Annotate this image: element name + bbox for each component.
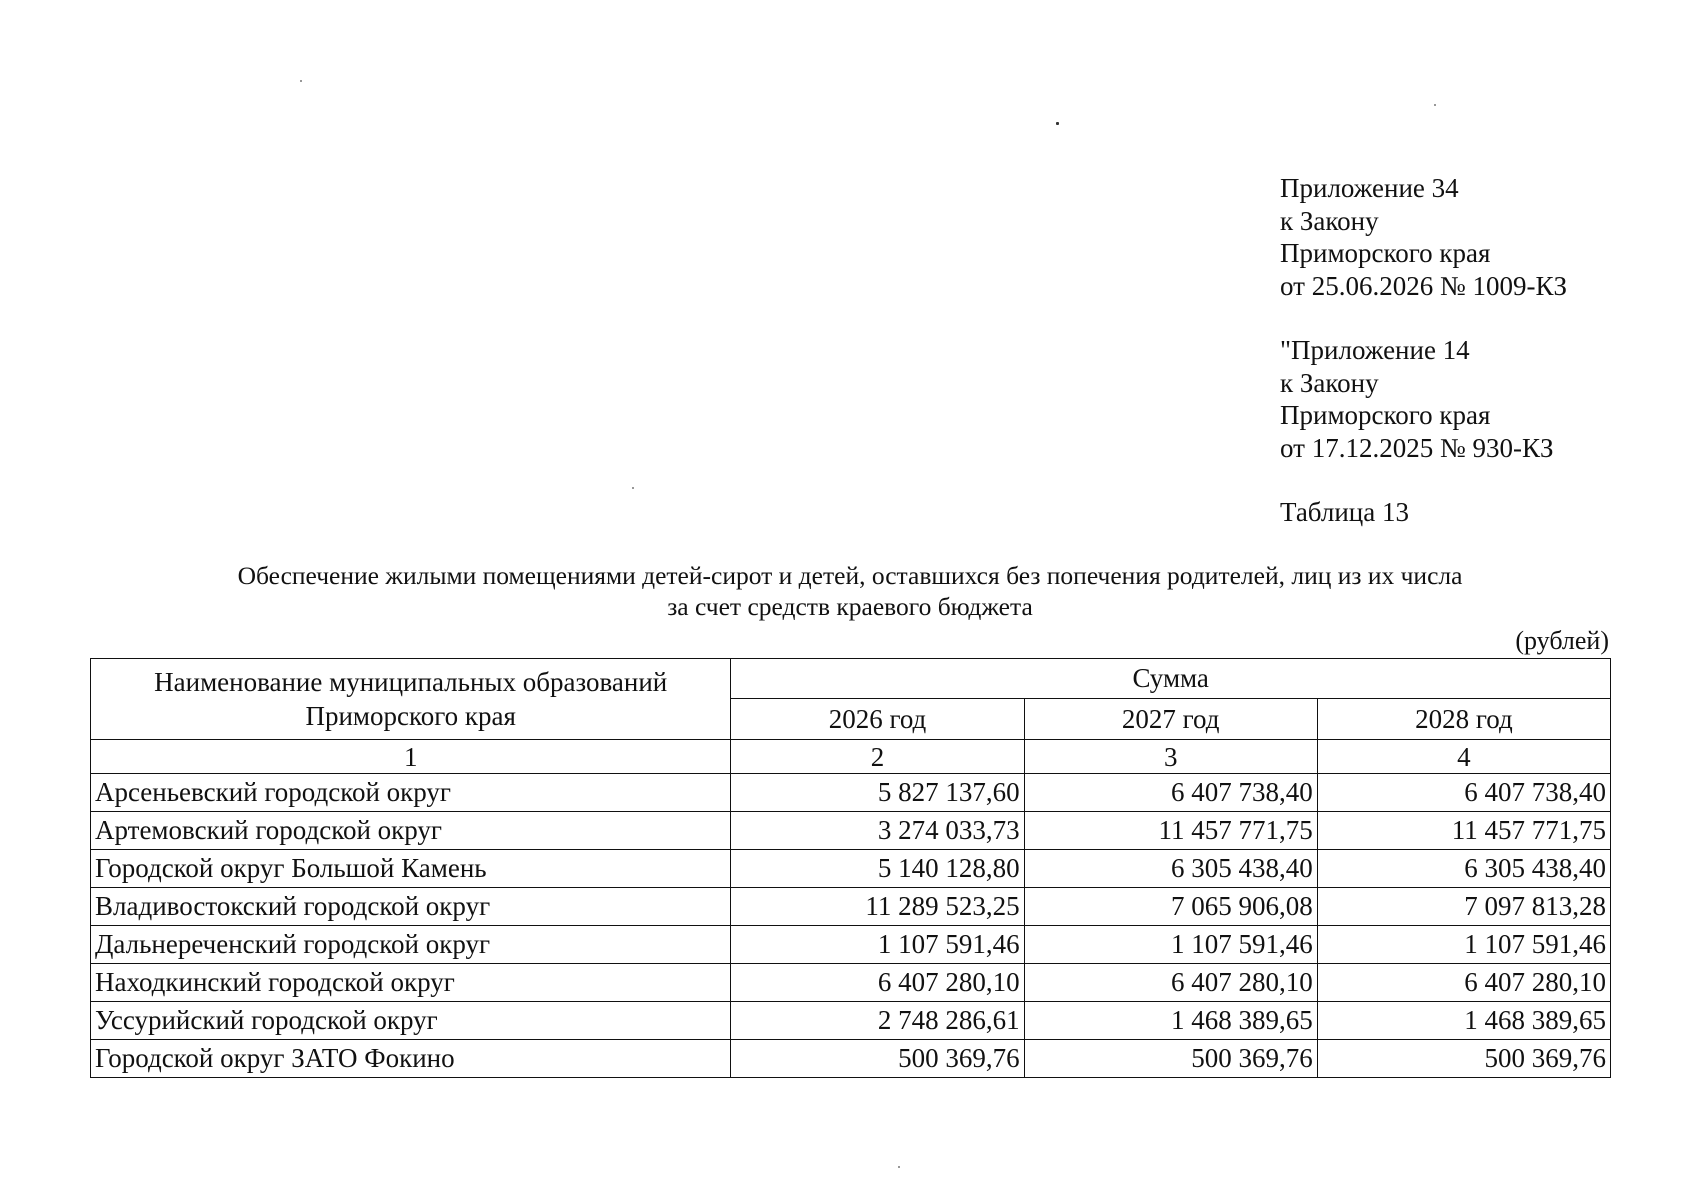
municipality-name: Находкинский городской округ	[91, 964, 731, 1002]
amount-2027: 6 305 438,40	[1024, 850, 1317, 888]
appendix-region: Приморского края	[1280, 238, 1491, 268]
amount-2027: 1 468 389,65	[1024, 1002, 1317, 1040]
municipality-name: Городской округ ЗАТО Фокино	[91, 1040, 731, 1078]
amount-2026: 6 407 280,10	[731, 964, 1024, 1002]
amount-2028: 500 369,76	[1317, 1040, 1610, 1078]
document-title	[90, 560, 1610, 622]
table-row	[91, 926, 1611, 964]
municipality-name: Арсеньевский городской округ	[91, 774, 731, 812]
scan-speck	[1434, 104, 1436, 106]
column-number: 3	[1024, 740, 1317, 774]
amount-2028: 6 407 738,40	[1317, 774, 1610, 812]
header-municipality: Наименование муниципальных образований Приморского края	[91, 659, 731, 740]
scan-speck	[898, 1166, 900, 1168]
appendix-number: Приложение 34	[1280, 173, 1459, 203]
amount-2026: 5 827 137,60	[731, 774, 1024, 812]
amount-2026: 5 140 128,80	[731, 850, 1024, 888]
municipality-name: Городской округ Большой Камень	[91, 850, 731, 888]
table-row	[91, 888, 1611, 926]
scan-speck	[632, 487, 634, 489]
municipality-name: Артемовский городской округ	[91, 812, 731, 850]
amount-2027: 6 407 280,10	[1024, 964, 1317, 1002]
amount-2027: 500 369,76	[1024, 1040, 1317, 1078]
amount-2028: 1 468 389,65	[1317, 1002, 1610, 1040]
amount-2028: 7 097 813,28	[1317, 888, 1610, 926]
appendix-law-date: от 25.06.2026 № 1009-КЗ	[1280, 270, 1567, 301]
amount-2028: 11 457 771,75	[1317, 812, 1610, 850]
column-number: 1	[91, 740, 731, 774]
header-year-2028: 2028 год	[1317, 699, 1610, 740]
amount-2026: 11 289 523,25	[731, 888, 1024, 926]
original-appendix-number: "Приложение 14	[1280, 335, 1470, 365]
table-row	[91, 812, 1611, 850]
table-number-label: Таблица 13	[1280, 497, 1409, 527]
table-row	[91, 1040, 1611, 1078]
amount-2027: 1 107 591,46	[1024, 926, 1317, 964]
original-appendix-law-ref: к Закону	[1280, 367, 1379, 398]
table-row	[91, 850, 1611, 888]
table-row	[91, 774, 1611, 812]
header-year-2027: 2027 год	[1024, 699, 1317, 740]
scan-speck	[300, 80, 302, 82]
amount-2028: 6 305 438,40	[1317, 850, 1610, 888]
scan-speck	[1056, 122, 1059, 125]
allocation-table	[90, 658, 1611, 1078]
original-appendix-law-date: от 17.12.2025 № 930-КЗ	[1280, 432, 1554, 463]
original-appendix-region: Приморского края	[1280, 400, 1491, 430]
column-number: 2	[731, 740, 1024, 774]
amount-2027: 11 457 771,75	[1024, 812, 1317, 850]
amount-2027: 6 407 738,40	[1024, 774, 1317, 812]
appendix-header	[1280, 172, 1567, 529]
amount-2028: 6 407 280,10	[1317, 964, 1610, 1002]
amount-2028: 1 107 591,46	[1317, 926, 1610, 964]
amount-2026: 3 274 033,73	[731, 812, 1024, 850]
appendix-law-ref: к Закону	[1280, 205, 1379, 236]
currency-unit: (рублей)	[1515, 626, 1609, 655]
amount-2026: 2 748 286,61	[731, 1002, 1024, 1040]
header-year-2026: 2026 год	[731, 699, 1024, 740]
column-number: 4	[1317, 740, 1610, 774]
municipality-name: Уссурийский городской округ	[91, 1002, 731, 1040]
amount-2027: 7 065 906,08	[1024, 888, 1317, 926]
table-row	[91, 964, 1611, 1002]
amount-2026: 1 107 591,46	[731, 926, 1024, 964]
title-line-2: за счет средств краевого бюджета	[667, 592, 1033, 621]
table-row	[91, 1002, 1611, 1040]
municipality-name: Дальнереченский городской округ	[91, 926, 731, 964]
title-line-1: Обеспечение жилыми помещениями детей-сирот и детей, оставшихся без попечения родителей, лиц из их числа	[237, 561, 1463, 590]
municipality-name: Владивостокский городской округ	[91, 888, 731, 926]
header-sum-group: Сумма	[731, 659, 1611, 699]
amount-2026: 500 369,76	[731, 1040, 1024, 1078]
